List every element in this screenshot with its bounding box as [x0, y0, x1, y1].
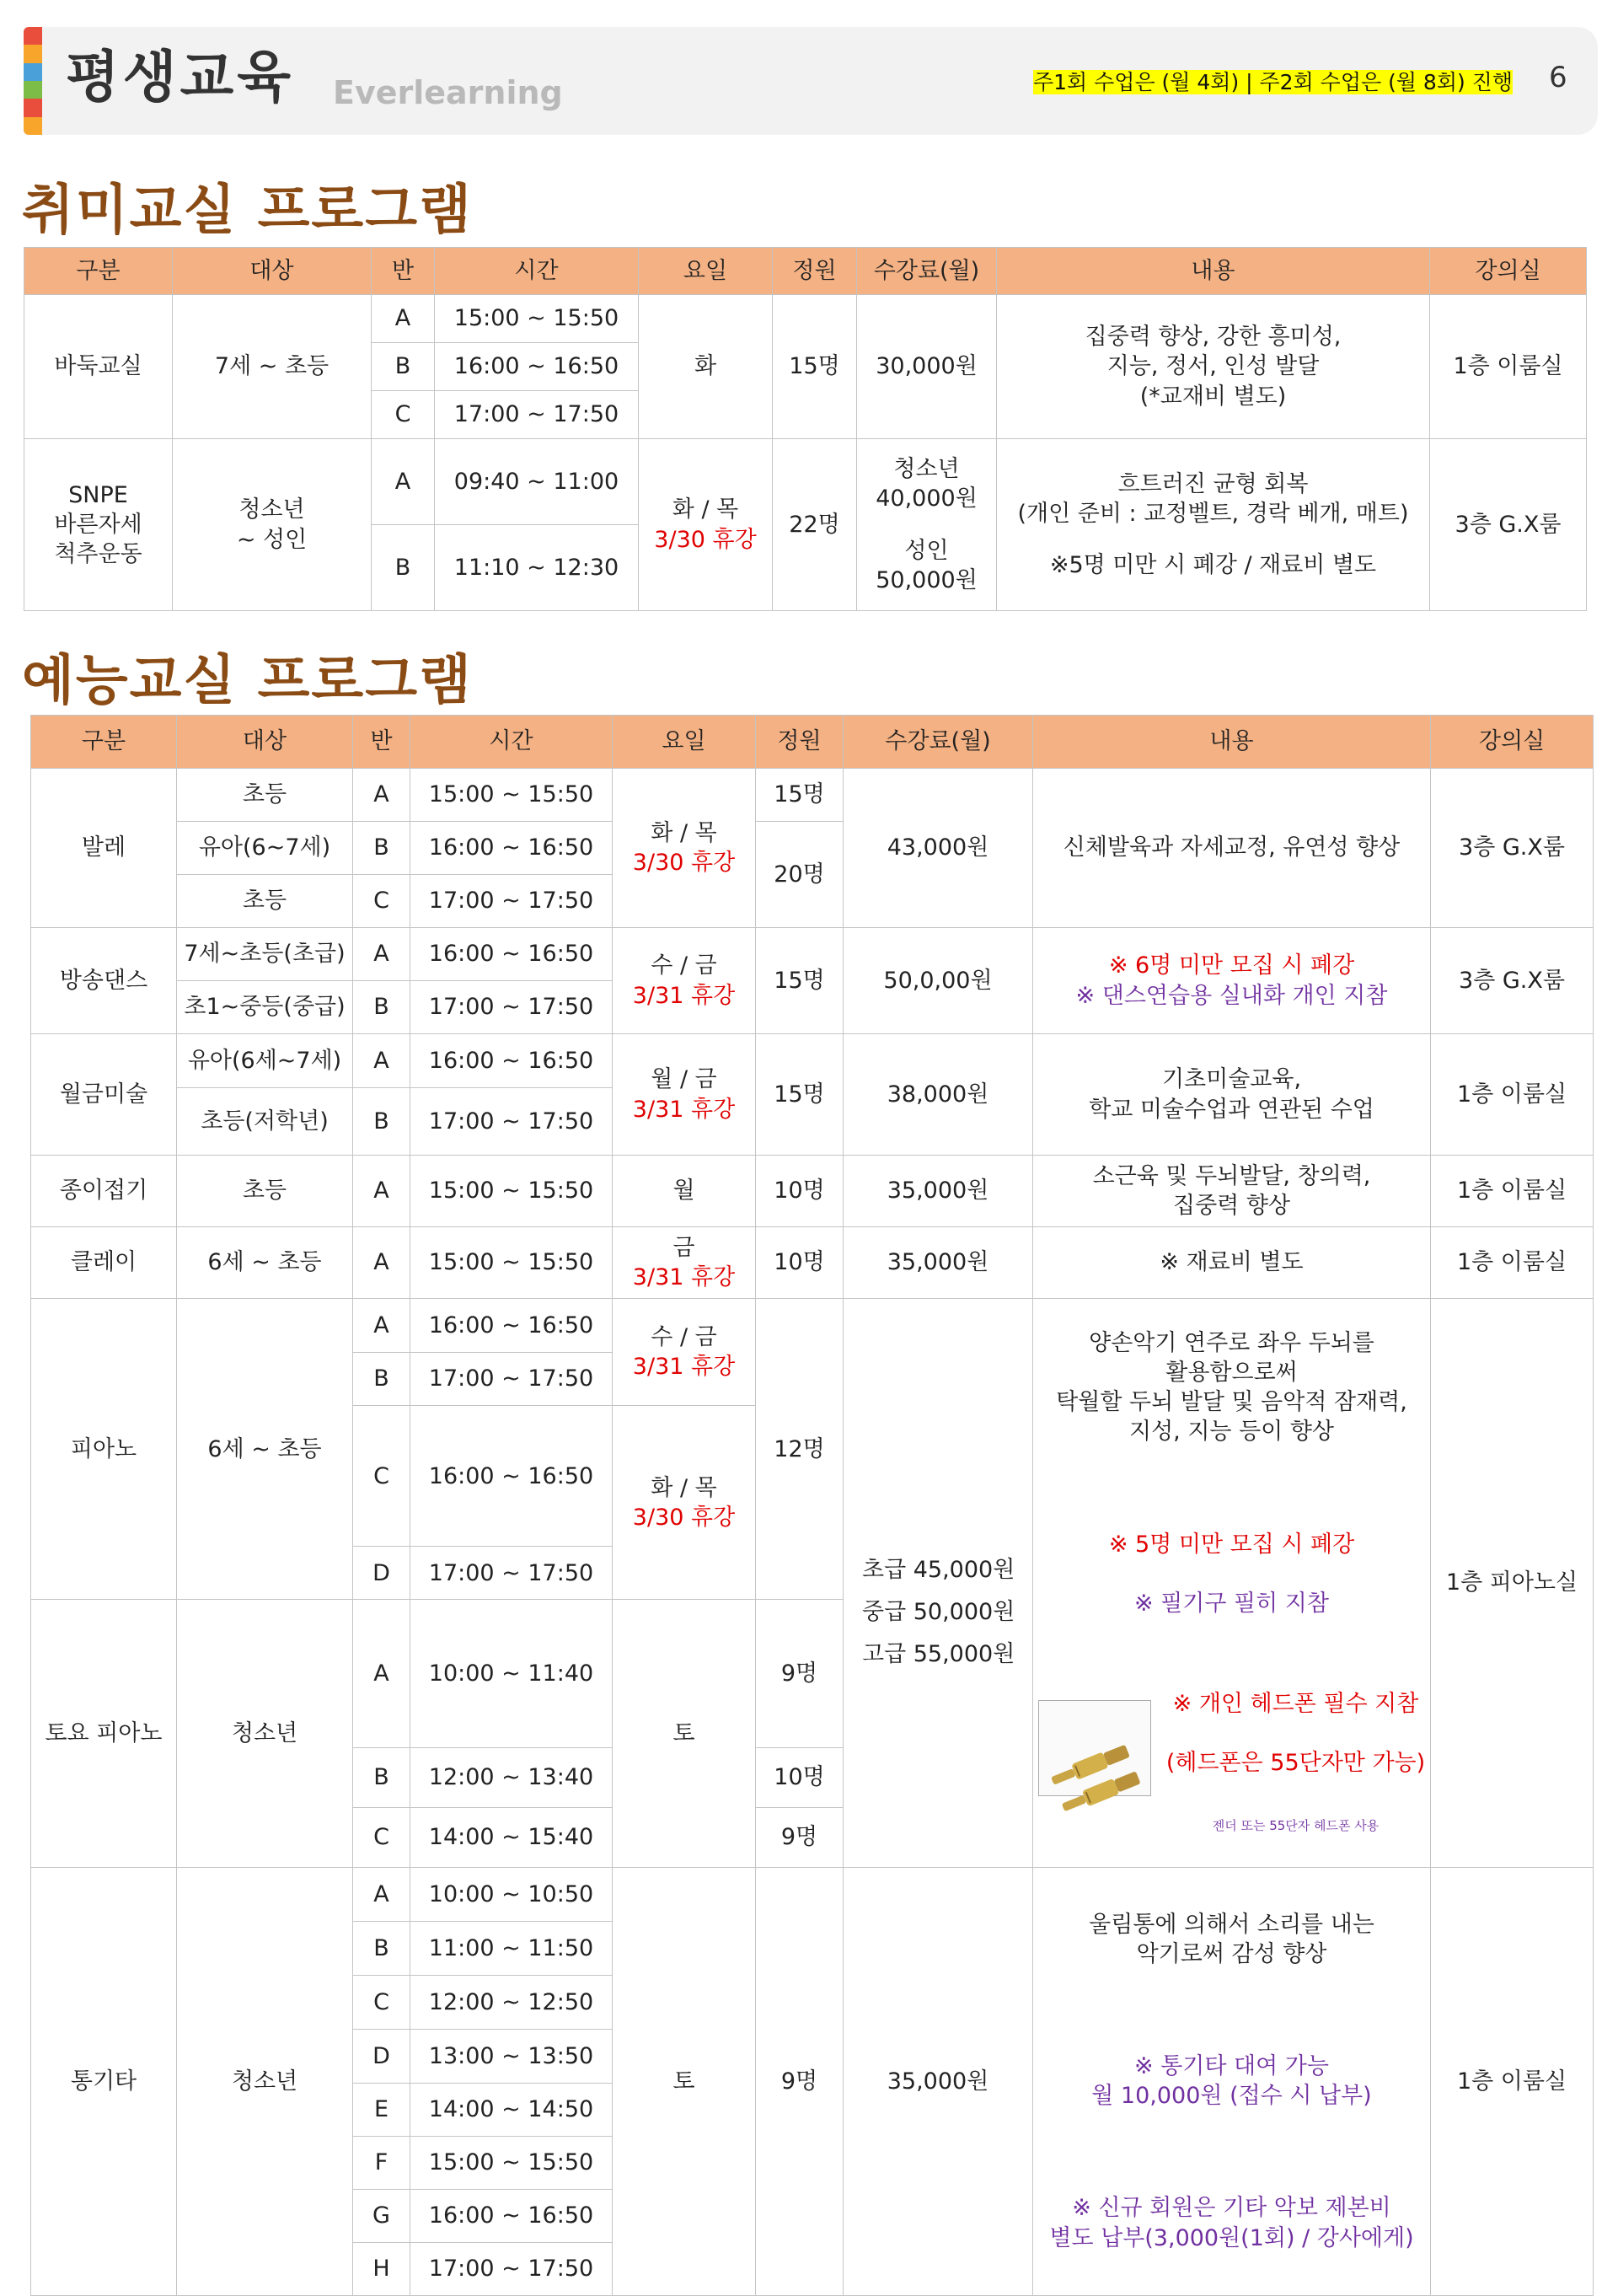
day-cell: 화 / 목 3/30 휴강	[639, 439, 773, 611]
day-cell: 토	[613, 1867, 756, 2295]
time-cell: 11:10 ~ 12:30	[435, 525, 639, 611]
header-cell: 내용	[997, 248, 1430, 295]
time-cell: 10:00 ~ 11:40	[410, 1600, 613, 1747]
time-cell: 10:00 ~ 10:50	[410, 1867, 613, 1921]
logo-stripe	[24, 99, 42, 116]
capacity-cell: 22명	[773, 439, 857, 611]
class-cell: D	[353, 1547, 410, 1600]
table-row	[31, 1867, 1594, 1921]
header-cell: 정원	[756, 716, 844, 769]
class-cell: B	[372, 525, 435, 611]
fee-cell: 35,000원	[844, 1867, 1033, 2295]
room-cell: 1층 이룸실	[1431, 1156, 1594, 1227]
day-cell: 수 / 금 3/31 휴강	[613, 928, 756, 1034]
header-cell: 수강료(월)	[857, 248, 997, 295]
capacity-cell: 15명	[756, 928, 844, 1034]
class-cell: E	[353, 2083, 410, 2136]
header-cell: 수강료(월)	[844, 716, 1033, 769]
program-name: 바둑교실	[24, 295, 173, 439]
time-cell: 09:40 ~ 11:00	[435, 439, 639, 525]
time-cell: 11:00 ~ 11:50	[410, 1921, 613, 1975]
class-cell: B	[353, 1747, 410, 1807]
time-cell: 13:00 ~ 13:50	[410, 2029, 613, 2083]
program-name: 통기타	[31, 1867, 177, 2295]
headphone-adapter-image	[1038, 1700, 1151, 1796]
room-cell: 1층 이룸실	[1430, 295, 1587, 439]
table-row	[24, 295, 1587, 343]
capacity-cell: 15명	[773, 295, 857, 439]
program-name: SNPE 바른자세 척추운동	[24, 439, 173, 611]
time-cell: 15:00 ~ 15:50	[410, 769, 613, 822]
program-name: 발레	[31, 769, 177, 928]
time-cell: 17:00 ~ 17:50	[410, 1353, 613, 1406]
class-cell: C	[372, 391, 435, 439]
time-cell: 16:00 ~ 16:50	[410, 822, 613, 875]
time-cell: 15:00 ~ 15:50	[435, 295, 639, 343]
class-cell: B	[372, 343, 435, 391]
time-cell: 16:00 ~ 16:50	[410, 1406, 613, 1547]
content-cell: 양손악기 연주로 좌우 두뇌를 활용함으로써 탁월할 두뇌 발달 및 음악적 잠재력, 지성, 지능 등이 향상 ※ 5명 미만 모집 시 폐강 ※ 필기구 필히 지참 ※ 개인 헤드폰 필수 지참 (헤드폰은 55단자만 가능) 젠더 또는 55단자 헤드폰 사용	[1033, 1299, 1431, 1868]
time-cell: 15:00 ~ 15:50	[410, 2136, 613, 2189]
class-cell: B	[353, 1921, 410, 1975]
day-cell: 금 3/31 휴강	[613, 1227, 756, 1299]
headphone-notice: ※ 개인 헤드폰 필수 지참 (헤드폰은 55단자만 가능) 젠더 또는 55단자 헤드폰 사용	[1033, 1660, 1430, 1837]
capacity-cell: 9명	[756, 1807, 844, 1867]
program-name: 피아노	[31, 1299, 177, 1600]
header-cell: 강의실	[1431, 716, 1594, 769]
program-name: 월금미술	[31, 1034, 177, 1156]
class-cell: A	[372, 295, 435, 343]
capacity-cell: 9명	[756, 1600, 844, 1747]
class-cell: A	[353, 1034, 410, 1088]
header-cell: 강의실	[1430, 248, 1587, 295]
hobby-table	[24, 247, 1587, 611]
capacity-cell: 15명	[756, 1034, 844, 1156]
content-cell: 신체발육과 자세교정, 유연성 향상	[1033, 769, 1431, 928]
class-cell: H	[353, 2242, 410, 2295]
header-cell: 정원	[773, 248, 857, 295]
time-cell: 16:00 ~ 16:50	[410, 928, 613, 981]
class-cell: A	[353, 1299, 410, 1353]
content-cell: ※ 재료비 별도	[1033, 1227, 1431, 1299]
class-cell: B	[353, 1088, 410, 1156]
capacity-cell: 10명	[756, 1156, 844, 1227]
class-cell: G	[353, 2189, 410, 2242]
header-cell: 요일	[639, 248, 773, 295]
class-cell: C	[353, 875, 410, 928]
class-cell: A	[353, 1600, 410, 1747]
table-row	[31, 769, 1594, 822]
header-cell: 구분	[24, 248, 173, 295]
target-cell: 유아(6세~7세)	[177, 1034, 353, 1088]
logo-stripe	[24, 45, 42, 62]
page-number: 6	[1549, 61, 1567, 94]
header-cell: 요일	[613, 716, 756, 769]
table-row	[31, 1156, 1594, 1227]
room-cell: 3층 G.X룸	[1431, 769, 1594, 928]
time-cell: 14:00 ~ 15:40	[410, 1807, 613, 1867]
day-cell: 화 / 목 3/30 휴강	[613, 1406, 756, 1600]
time-cell: 17:00 ~ 17:50	[435, 391, 639, 439]
fee-cell: 43,000원	[844, 769, 1033, 928]
target-cell: 7세 ~ 초등	[173, 295, 372, 439]
fee-cell: 초급 45,000원 중급 50,000원 고급 55,000원	[844, 1299, 1033, 1868]
fee-cell: 38,000원	[844, 1034, 1033, 1156]
time-cell: 12:00 ~ 12:50	[410, 1975, 613, 2029]
content-cell: 흐트러진 균형 회복 (개인 준비 : 교정벨트, 경락 베개, 매트) ※5명 미만 시 폐강 / 재료비 별도	[997, 439, 1430, 611]
class-cell: C	[353, 1807, 410, 1867]
room-cell: 1층 이룸실	[1431, 1867, 1594, 2295]
capacity-cell: 9명	[756, 1867, 844, 2295]
day-cell: 화	[639, 295, 773, 439]
class-cell: A	[353, 928, 410, 981]
content-cell: ※ 6명 미만 모집 시 폐강 ※ 댄스연습용 실내화 개인 지참	[1033, 928, 1431, 1034]
class-cell: A	[353, 1227, 410, 1299]
time-cell: 15:00 ~ 15:50	[410, 1227, 613, 1299]
program-name: 종이접기	[31, 1156, 177, 1227]
header-cell: 반	[353, 716, 410, 769]
room-cell: 1층 이룸실	[1431, 1034, 1594, 1156]
fee-cell: 청소년 40,000원 성인 50,000원	[857, 439, 997, 611]
capacity-cell: 20명	[756, 822, 844, 928]
time-cell: 16:00 ~ 16:50	[435, 343, 639, 391]
program-name: 방송댄스	[31, 928, 177, 1034]
table-header-row	[31, 716, 1594, 769]
fee-cell: 50,0,00원	[844, 928, 1033, 1034]
time-cell: 17:00 ~ 17:50	[410, 2242, 613, 2295]
day-cell: 월	[613, 1156, 756, 1227]
room-cell: 1층 피아노실	[1431, 1299, 1594, 1868]
class-cell: C	[353, 1975, 410, 2029]
time-cell: 12:00 ~ 13:40	[410, 1747, 613, 1807]
target-cell: 초등	[177, 769, 353, 822]
time-cell: 16:00 ~ 16:50	[410, 1299, 613, 1353]
time-cell: 16:00 ~ 16:50	[410, 1034, 613, 1088]
table-row	[31, 1299, 1594, 1353]
content-cell: 울림통에 의해서 소리를 내는 악기로써 감성 향상 ※ 통기타 대여 가능 월 10,000원 (접수 시 납부) ※ 신규 회원은 기타 악보 제본비 별도 납부(3,000원(1회) / 강사에게)	[1033, 1867, 1431, 2295]
logo-stripe	[24, 81, 42, 99]
time-cell: 17:00 ~ 17:50	[410, 1088, 613, 1156]
target-cell: 청소년	[177, 1600, 353, 1867]
day-cell: 토	[613, 1600, 756, 1867]
target-cell: 초1~중등(중급)	[177, 981, 353, 1034]
table-row	[31, 1227, 1594, 1299]
table-row	[24, 439, 1587, 525]
day-cell: 수 / 금 3/31 휴강	[613, 1299, 756, 1406]
room-cell: 3층 G.X룸	[1430, 439, 1587, 611]
content-cell: 집중력 향상, 강한 흥미성, 지능, 정서, 인성 발달 (*교재비 별도)	[997, 295, 1430, 439]
logo-stripe	[24, 63, 42, 81]
content-cell: 기초미술교육, 학교 미술수업과 연관된 수업	[1033, 1034, 1431, 1156]
header-cell: 구분	[31, 716, 177, 769]
class-cell: C	[353, 1406, 410, 1547]
hobby-section-title: 취미교실 프로그램	[22, 180, 473, 242]
class-cell: B	[353, 981, 410, 1034]
class-cell: A	[372, 439, 435, 525]
content-cell: 소근육 및 두뇌발달, 창의력, 집중력 향상	[1033, 1156, 1431, 1227]
room-cell: 1층 이룸실	[1431, 1227, 1594, 1299]
target-cell: 유아(6~7세)	[177, 822, 353, 875]
room-cell: 3층 G.X룸	[1431, 928, 1594, 1034]
time-cell: 17:00 ~ 17:50	[410, 1547, 613, 1600]
logo-icon	[24, 27, 42, 135]
time-cell: 16:00 ~ 16:50	[410, 2189, 613, 2242]
time-cell: 17:00 ~ 17:50	[410, 981, 613, 1034]
class-cell: A	[353, 1867, 410, 1921]
target-cell: 초등	[177, 1156, 353, 1227]
target-cell: 청소년 ~ 성인	[173, 439, 372, 611]
fee-cell: 30,000원	[857, 295, 997, 439]
table-row	[31, 928, 1594, 981]
capacity-cell: 15명	[756, 769, 844, 822]
header-cell: 반	[372, 248, 435, 295]
time-cell: 17:00 ~ 17:50	[410, 875, 613, 928]
capacity-cell: 10명	[756, 1227, 844, 1299]
program-name: 토요 피아노	[31, 1600, 177, 1867]
class-cell: F	[353, 2136, 410, 2189]
target-cell: 초등	[177, 875, 353, 928]
logo-stripe	[24, 27, 42, 45]
class-cell: B	[353, 1353, 410, 1406]
day-cell: 월 / 금 3/31 휴강	[613, 1034, 756, 1156]
class-cell: D	[353, 2029, 410, 2083]
page-subtitle: Everlearning	[333, 74, 563, 111]
class-cell: A	[353, 769, 410, 822]
table-header-row	[24, 248, 1587, 295]
target-cell: 청소년	[177, 1867, 353, 2295]
target-cell: 6세 ~ 초등	[177, 1227, 353, 1299]
capacity-cell: 12명	[756, 1299, 844, 1600]
header-cell: 대상	[177, 716, 353, 769]
class-cell: A	[353, 1156, 410, 1227]
header-cell: 시간	[435, 248, 639, 295]
logo-stripe	[24, 117, 42, 135]
arts-section-title: 예능교실 프로그램	[22, 650, 473, 712]
page-title: 평생교육	[66, 45, 295, 110]
header-cell: 시간	[410, 716, 613, 769]
target-cell: 7세~초등(초급)	[177, 928, 353, 981]
class-cell: B	[353, 822, 410, 875]
schedule-note: 주1회 수업은 (월 4회) | 주2회 수업은 (월 8회) 진행	[1033, 70, 1513, 94]
header-cell: 내용	[1033, 716, 1431, 769]
target-cell: 초등(저학년)	[177, 1088, 353, 1156]
table-row	[31, 1034, 1594, 1088]
day-cell: 화 / 목 3/30 휴강	[613, 769, 756, 928]
target-cell: 6세 ~ 초등	[177, 1299, 353, 1600]
header-cell: 대상	[173, 248, 372, 295]
fee-cell: 35,000원	[844, 1227, 1033, 1299]
program-name: 클레이	[31, 1227, 177, 1299]
fee-cell: 35,000원	[844, 1156, 1033, 1227]
capacity-cell: 10명	[756, 1747, 844, 1807]
time-cell: 14:00 ~ 14:50	[410, 2083, 613, 2136]
time-cell: 15:00 ~ 15:50	[410, 1156, 613, 1227]
arts-table	[30, 715, 1594, 2296]
